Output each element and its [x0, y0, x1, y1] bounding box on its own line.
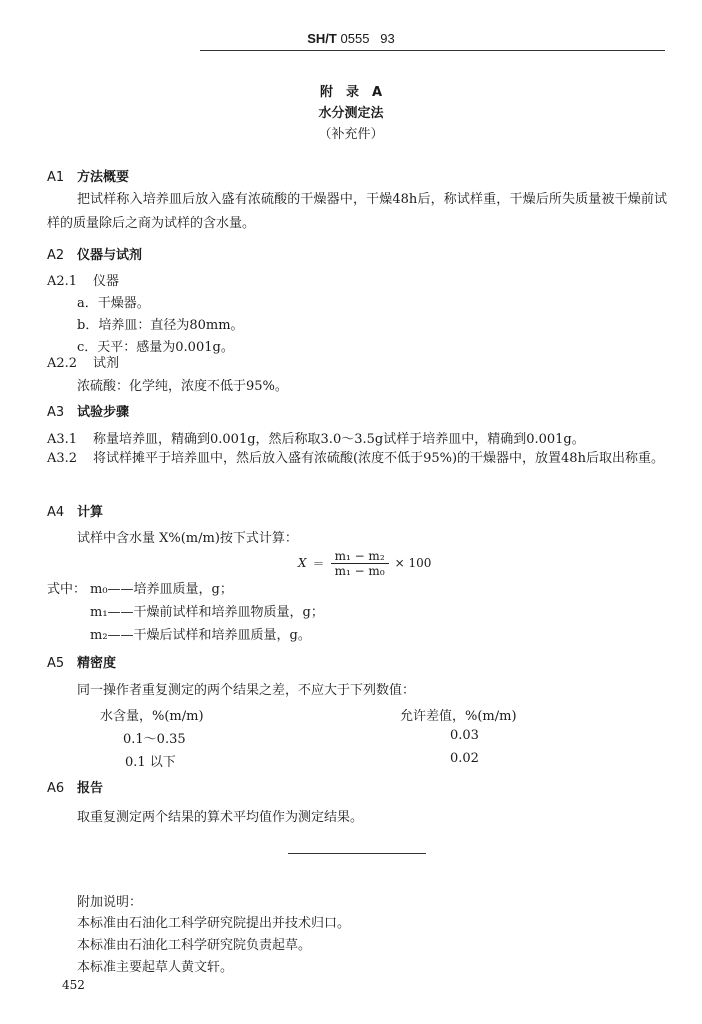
section-number: A2	[47, 248, 65, 263]
report-text: 取重复测定两个结果的算术平均值作为测定结果。	[77, 810, 364, 825]
section-a3-heading	[47, 401, 129, 420]
step-a3-2	[47, 448, 667, 470]
list-item: c．天平：感量为0.001g。	[77, 340, 234, 355]
section-title: 精密度	[77, 656, 117, 671]
section-number: A6	[47, 781, 65, 796]
step-number: A3.2	[47, 451, 78, 466]
step-text: 将试样摊平于培养皿中，然后放入盛有浓硫酸(浓度不低于95%)的干燥器中，放置48h后取出称重。	[93, 451, 664, 466]
section-number: A4	[47, 505, 65, 520]
table-cell: 0.1～0.35	[123, 732, 186, 747]
subsection-a2-2-heading	[47, 352, 119, 371]
section-title: 计算	[77, 505, 104, 520]
where-label: 式中：	[47, 582, 87, 597]
water-content-formula	[298, 546, 431, 580]
end-rule	[288, 853, 426, 854]
section-title: 报告	[77, 781, 104, 796]
step-number: A3.1	[47, 432, 78, 447]
formula-factor: × 100	[394, 556, 432, 570]
table-cell: 0.02	[450, 751, 479, 766]
section-a1-text: 把试样称入培养皿后放入盛有浓硫酸的干燥器中，干燥48h后，称试样重，干燥后所失质量被干燥前试样的质量除后之商为试样的含水量。	[47, 192, 667, 231]
section-title: 仪器与试剂	[77, 248, 143, 263]
formula-denominator: m₁ − m₀	[334, 563, 385, 578]
appendix-type: （补充件）	[318, 127, 384, 142]
section-title: 方法概要	[77, 170, 130, 185]
variable-definition: m₀——培养皿质量，g；	[90, 582, 233, 597]
appendix-label: 附 录 A	[319, 85, 383, 100]
precision-text: 同一操作者重复测定的两个结果之差，不应大于下列数值：	[77, 683, 416, 698]
section-a2-heading	[47, 244, 142, 263]
page-number: 452	[62, 978, 85, 992]
step-a3-1	[47, 428, 672, 447]
section-title: 试验步骤	[77, 405, 130, 420]
note-line: 本标准由石油化工科学研究院负责起草。	[77, 938, 312, 953]
note-line: 本标准主要起草人黄文轩。	[77, 960, 234, 975]
subsection-title: 试剂	[93, 356, 120, 371]
formula-numerator: m₁ − m₂	[331, 549, 389, 564]
section-a5-heading	[47, 652, 116, 671]
notes-title: 附加说明：	[77, 895, 143, 910]
standard-number: 0555	[340, 31, 370, 46]
section-a6-heading	[47, 777, 103, 796]
variable-definition: m₁——干燥前试样和培养皿物质量，g；	[90, 605, 324, 620]
list-item: a．干燥器。	[77, 296, 150, 311]
table-cell: 0.03	[450, 728, 479, 743]
section-a4-heading	[47, 501, 103, 520]
subsection-a2-1-heading	[47, 270, 119, 289]
list-item: b．培养皿：直径为80mm。	[77, 318, 244, 333]
step-text: 称量培养皿，精确到0.001g，然后称取3.0～3.5g试样于培养皿中，精确到0.001g。	[93, 432, 585, 447]
list-item: 浓硫酸：化学纯，浓度不低于95%。	[77, 379, 288, 394]
appendix-title: 水分测定法	[318, 106, 384, 121]
formula-lhs: X	[298, 556, 307, 570]
section-number: A1	[47, 170, 65, 185]
subsection-number: A2.1	[47, 274, 78, 289]
standard-header	[0, 31, 702, 46]
variable-definition: m₂——干燥后试样和培养皿质量，g。	[90, 628, 311, 643]
section-a1-heading	[47, 166, 129, 185]
formula-fraction	[331, 549, 389, 578]
calculation-intro: 试样中含水量 X%(m/m)按下式计算：	[77, 531, 298, 546]
table-column-header: 水含量，%(m/m)	[100, 709, 204, 724]
standard-year: 93	[380, 31, 395, 46]
table-column-header: 允许差值，%(m/m)	[400, 709, 517, 724]
note-line: 本标准由石油化工科学研究院提出并技术归口。	[77, 916, 351, 931]
table-cell: 0.1 以下	[125, 755, 176, 770]
subsection-title: 仪器	[93, 274, 120, 289]
section-number: A3	[47, 405, 65, 420]
header-rule	[200, 50, 665, 51]
subsection-number: A2.2	[47, 356, 78, 371]
formula-equals: ＝	[312, 556, 325, 571]
standard-code: SH/T	[307, 31, 337, 46]
section-number: A5	[47, 656, 65, 671]
